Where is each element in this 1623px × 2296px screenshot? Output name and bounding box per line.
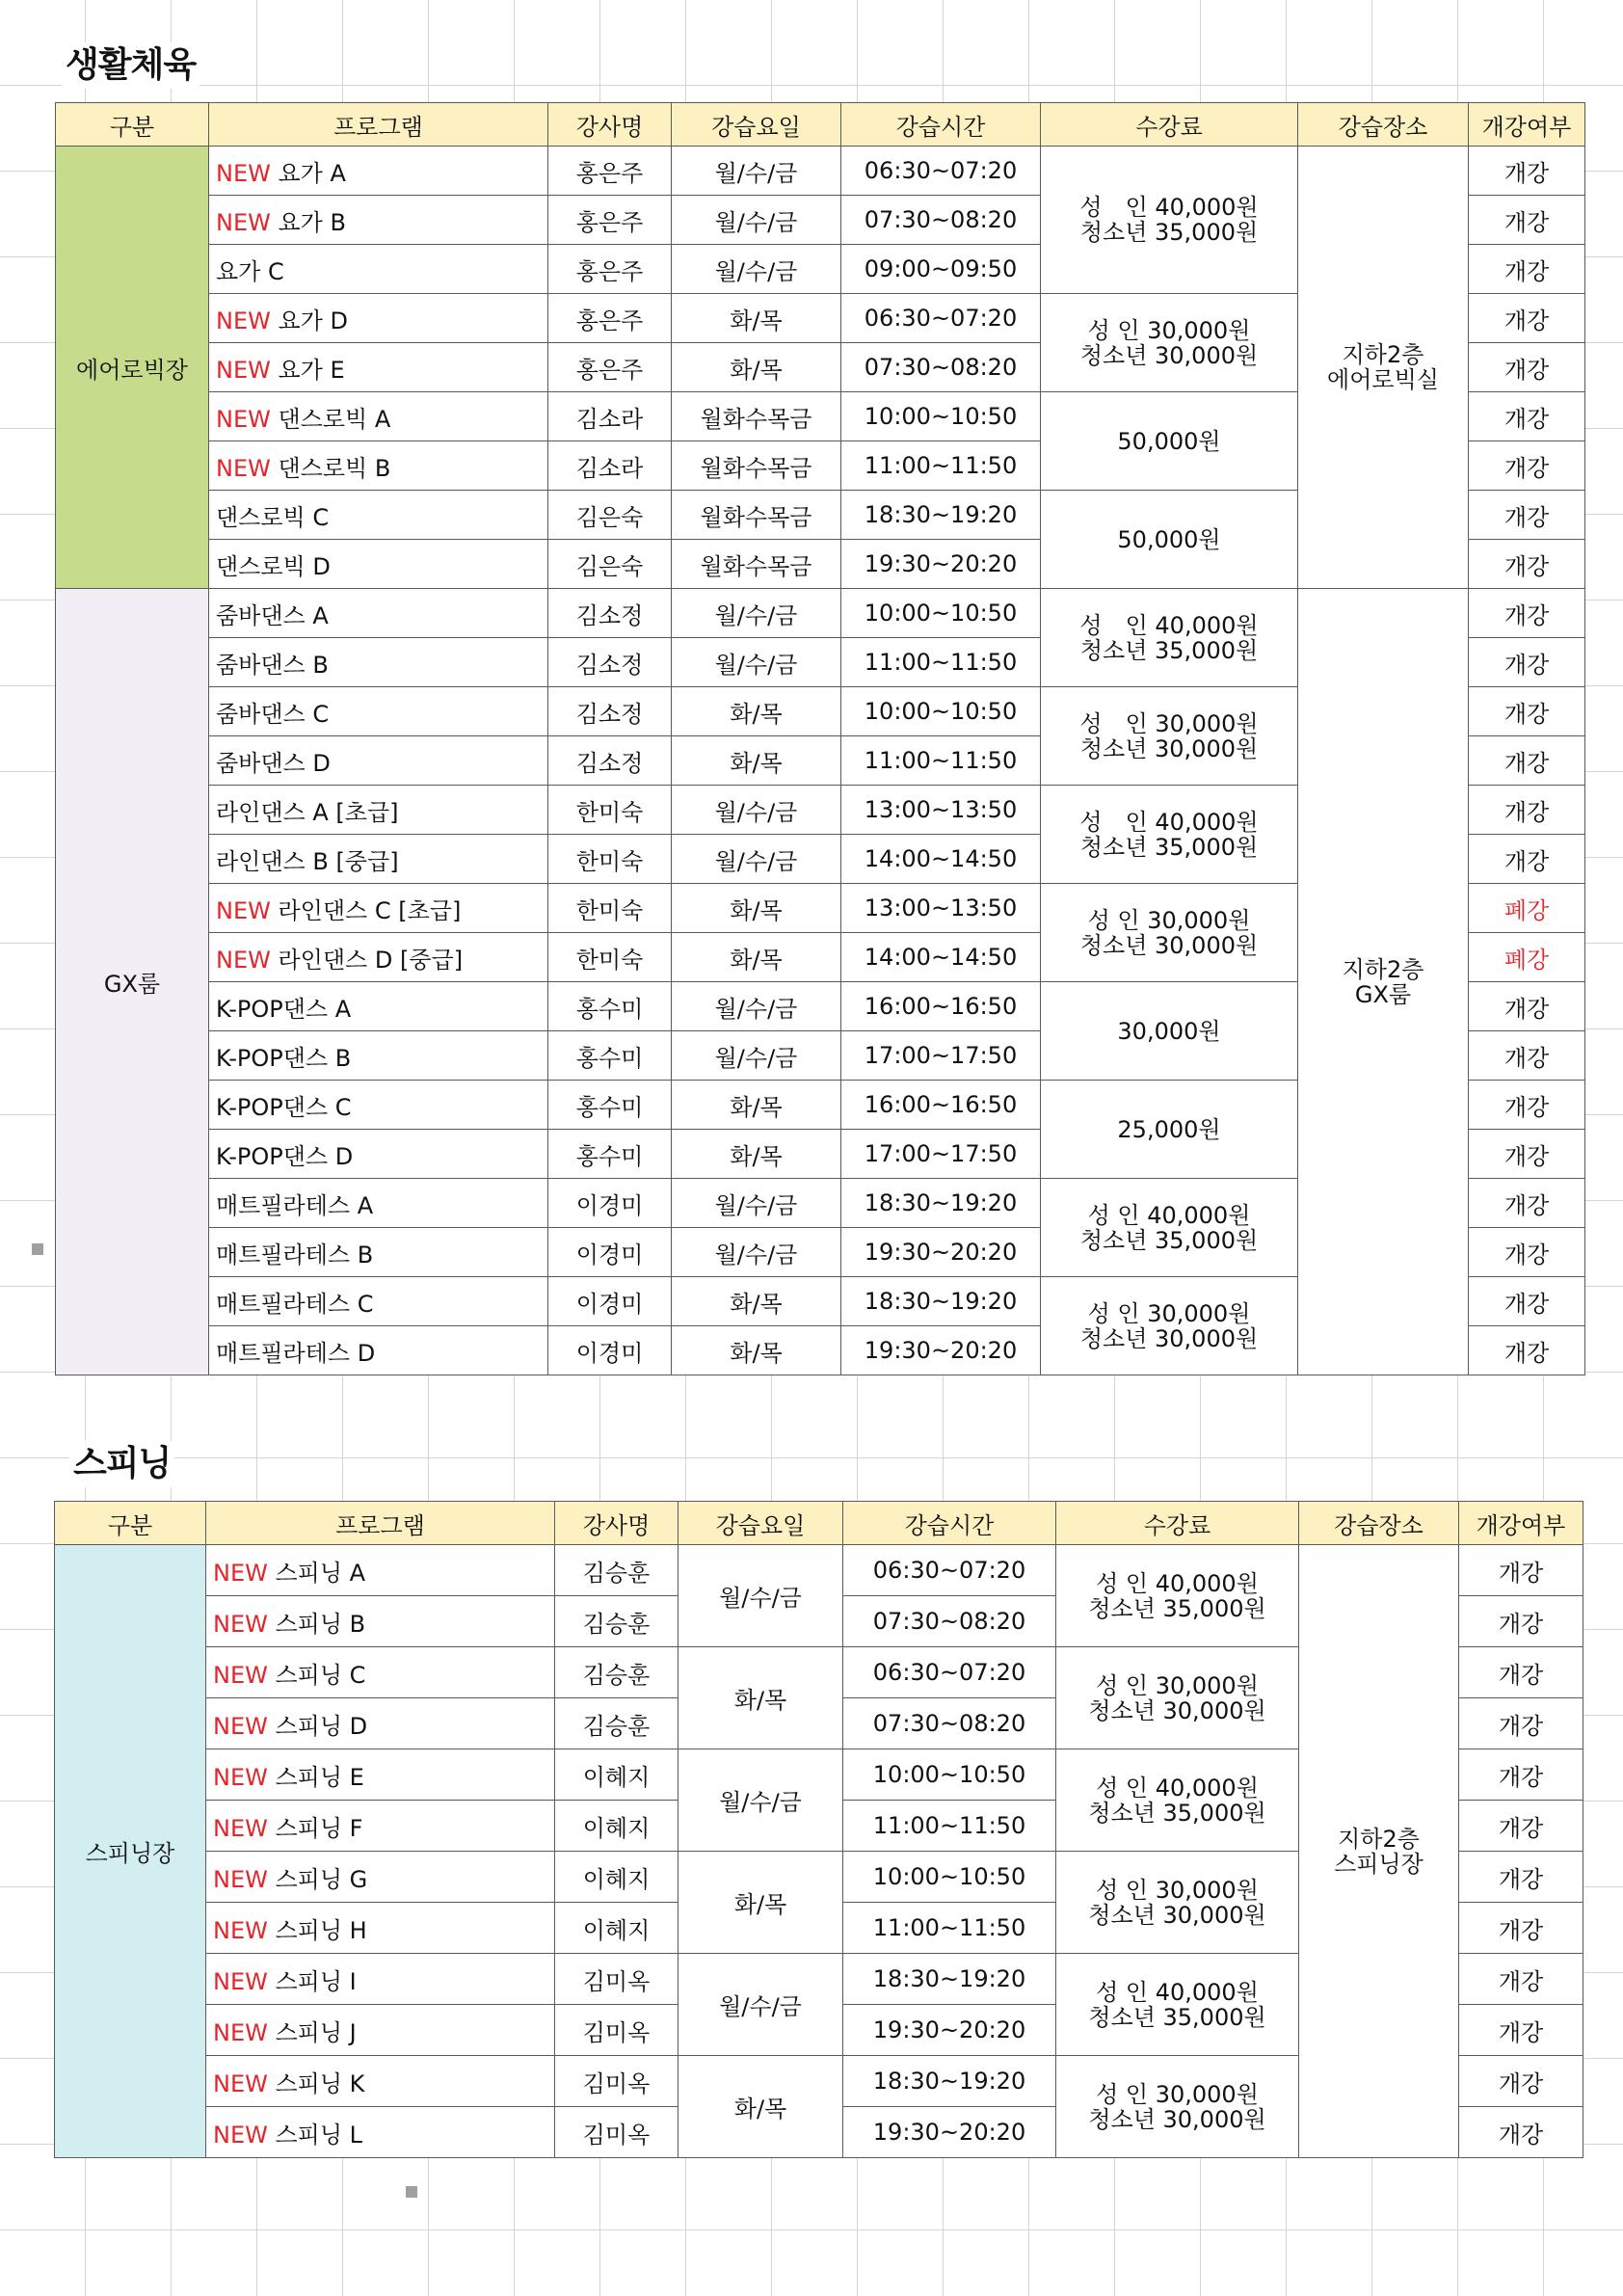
program-name [206,1647,555,1698]
program-label: 스피닝 G [275,1865,368,1893]
teacher-cell: 이혜지 [555,1749,678,1801]
new-badge: NEW [213,2069,268,2097]
teacher-cell: 김은숙 [548,491,672,540]
time-cell: 18:30~19:20 [843,1954,1056,2005]
time-cell: 16:00~16:50 [841,1081,1041,1130]
status-cell: 개강 [1469,835,1585,884]
program-name [209,1228,548,1277]
teacher-cell: 이혜지 [555,1801,678,1852]
program-name [209,1081,548,1130]
header-program: 프로그램 [209,103,548,147]
program-label: 스피닝 J [275,2018,357,2046]
program-label: 라인댄스 C [초급] [278,896,462,924]
status-cell: 개강 [1459,1545,1583,1596]
days-cell: 월/수/금 [672,835,841,884]
program-label: 댄스로빅 A [278,405,391,433]
time-cell: 19:30~20:20 [843,2107,1056,2158]
new-badge: NEW [216,454,271,482]
teacher-cell: 한미숙 [548,933,672,982]
days-cell: 화/목 [672,294,841,343]
teacher-cell: 김승훈 [555,1698,678,1749]
days-cell: 월화수목금 [672,491,841,540]
program-name [206,1801,555,1852]
program-name [209,1179,548,1228]
program-name [206,1852,555,1903]
status-cell: 개강 [1469,196,1585,245]
status-cell: 개강 [1459,1749,1583,1801]
program-label: 줌바댄스 A [216,601,329,629]
status-cell: 개강 [1469,245,1585,294]
teacher-cell: 김미옥 [555,2005,678,2056]
teacher-cell: 한미숙 [548,835,672,884]
time-cell: 19:30~20:20 [843,2005,1056,2056]
program-label: 요가 B [278,208,346,236]
program-name [209,638,548,687]
teacher-cell: 홍수미 [548,1031,672,1081]
days-cell: 월/수/금 [672,1031,841,1081]
program-label: K-POP댄스 B [216,1044,352,1072]
days-cell: 월/수/금 [678,1954,843,2056]
program-label: 요가 E [278,356,345,384]
status-cell: 개강 [1459,2107,1583,2158]
program-label: 줌바댄스 C [216,700,330,728]
status-cell: 개강 [1469,540,1585,589]
program-name [206,1698,555,1749]
fee-cell: 성 인 30,000원 청소년 30,000원 [1056,1647,1299,1749]
days-cell: 화/목 [672,1081,841,1130]
status-cell: 개강 [1459,1647,1583,1698]
status-cell: 개강 [1469,638,1585,687]
program-label: 스피닝 K [275,2069,365,2097]
program-label: 스피닝 C [275,1661,366,1689]
section-title-life-sports: 생활체육 [62,42,200,89]
time-cell: 10:00~10:50 [841,589,1041,638]
teacher-cell: 홍수미 [548,982,672,1031]
teacher-cell: 김은숙 [548,540,672,589]
category-cell: 스피닝장 [55,1545,206,2158]
time-cell: 09:00~09:50 [841,245,1041,294]
program-name [209,1326,548,1375]
status-cell: 개강 [1459,2005,1583,2056]
days-cell: 화/목 [672,1130,841,1179]
program-name [209,1031,548,1081]
program-name [206,2107,555,2158]
program-name [209,441,548,491]
page-marker [406,2186,417,2198]
header-fee: 수강료 [1041,103,1298,147]
time-cell: 17:00~17:50 [841,1130,1041,1179]
category-cell: 에어로빅장 [56,147,209,589]
fee-cell: 성 인 40,000원 청소년 35,000원 [1041,589,1298,687]
time-cell: 07:30~08:20 [843,1698,1056,1749]
life-sports-schedule-table [55,102,1585,1375]
fee-cell: 성 인 40,000원 청소년 35,000원 [1041,786,1298,884]
program-label: 스피닝 L [275,2121,363,2149]
days-cell: 월화수목금 [672,540,841,589]
header-days: 강습요일 [672,103,841,147]
teacher-cell: 김소정 [548,638,672,687]
days-cell: 월/수/금 [672,982,841,1031]
status-cell: 개강 [1469,294,1585,343]
program-label: 라인댄스 D [중급] [278,946,464,974]
place-cell: 지하2층 에어로빅실 [1298,147,1469,589]
teacher-cell: 김소라 [548,441,672,491]
days-cell: 월/수/금 [678,1749,843,1852]
status-cell: 개강 [1469,441,1585,491]
fee-cell: 50,000원 [1041,392,1298,491]
program-label: 줌바댄스 B [216,651,329,679]
program-name [209,736,548,786]
status-cell: 폐강 [1469,884,1585,933]
days-cell: 화/목 [672,884,841,933]
teacher-cell: 홍은주 [548,147,672,196]
new-badge: NEW [213,1559,268,1587]
program-name [209,245,548,294]
new-badge: NEW [216,159,271,187]
program-label: 요가 C [216,257,284,285]
days-cell: 화/목 [678,1647,843,1749]
days-cell: 월/수/금 [672,589,841,638]
time-cell: 10:00~10:50 [843,1749,1056,1801]
fee-cell: 30,000원 [1041,982,1298,1081]
new-badge: NEW [216,208,271,236]
time-cell: 18:30~19:20 [841,1277,1041,1326]
days-cell: 화/목 [672,687,841,736]
new-badge: NEW [216,307,271,334]
program-name [209,835,548,884]
time-cell: 11:00~11:50 [843,1801,1056,1852]
program-label: 요가 A [278,159,346,187]
time-cell: 18:30~19:20 [841,1179,1041,1228]
teacher-cell: 이경미 [548,1277,672,1326]
header-time: 강습시간 [841,103,1041,147]
status-cell: 개강 [1469,1326,1585,1375]
status-cell: 개강 [1469,1130,1585,1179]
program-label: 스피닝 I [275,1967,357,1995]
program-label: 스피닝 D [275,1712,368,1740]
teacher-cell: 홍은주 [548,294,672,343]
status-cell: 개강 [1469,491,1585,540]
header-teacher: 강사명 [555,1502,678,1545]
fee-cell: 25,000원 [1041,1081,1298,1179]
header-status: 개강여부 [1469,103,1585,147]
program-label: K-POP댄스 D [216,1142,354,1170]
teacher-cell: 김소정 [548,687,672,736]
program-label: K-POP댄스 A [216,995,352,1023]
program-label: 요가 D [278,307,348,334]
days-cell: 월/수/금 [672,1179,841,1228]
program-name [206,1545,555,1596]
days-cell: 화/목 [678,1852,843,1954]
status-cell: 개강 [1469,1031,1585,1081]
fee-cell: 성 인 30,000원 청소년 30,000원 [1056,1852,1299,1954]
table-header-row [55,1502,1583,1545]
status-cell: 개강 [1469,982,1585,1031]
program-label: 스피닝 E [275,1763,364,1791]
time-cell: 07:30~08:20 [843,1596,1056,1647]
program-name [209,589,548,638]
days-cell: 월화수목금 [672,392,841,441]
table-header-row [56,103,1585,147]
header-category: 구분 [55,1502,206,1545]
header-teacher: 강사명 [548,103,672,147]
new-badge: NEW [213,1661,268,1689]
program-label: 댄스로빅 D [216,552,331,580]
new-badge: NEW [216,896,271,924]
fee-cell: 성 인 30,000원 청소년 30,000원 [1041,1277,1298,1375]
program-label: 줌바댄스 D [216,749,331,777]
time-cell: 11:00~11:50 [841,736,1041,786]
fee-cell: 성 인 30,000원 청소년 30,000원 [1056,2056,1299,2158]
teacher-cell: 김소라 [548,392,672,441]
time-cell: 19:30~20:20 [841,1228,1041,1277]
days-cell: 월/수/금 [672,638,841,687]
teacher-cell: 김미옥 [555,2056,678,2107]
time-cell: 18:30~19:20 [843,2056,1056,2107]
status-cell: 개강 [1469,147,1585,196]
table-row [56,589,1585,638]
program-label: 스피닝 F [275,1814,363,1842]
teacher-cell: 김소정 [548,736,672,786]
status-cell: 개강 [1459,1852,1583,1903]
program-label: 매트필라테스 C [216,1290,374,1318]
time-cell: 17:00~17:50 [841,1031,1041,1081]
time-cell: 07:30~08:20 [841,343,1041,392]
program-name [209,540,548,589]
days-cell: 월/수/금 [678,1545,843,1647]
status-cell: 폐강 [1469,933,1585,982]
header-status: 개강여부 [1459,1502,1583,1545]
category-cell: GX룸 [56,589,209,1375]
time-cell: 11:00~11:50 [843,1903,1056,1954]
new-badge: NEW [213,1610,268,1638]
new-badge: NEW [216,405,271,433]
status-cell: 개강 [1459,1596,1583,1647]
status-cell: 개강 [1469,1179,1585,1228]
days-cell: 월/수/금 [672,245,841,294]
table-row [55,1545,1583,1596]
days-cell: 화/목 [672,933,841,982]
days-cell: 월/수/금 [672,147,841,196]
status-cell: 개강 [1459,1903,1583,1954]
time-cell: 13:00~13:50 [841,884,1041,933]
program-name [209,884,548,933]
program-name [209,687,548,736]
status-cell: 개강 [1459,2056,1583,2107]
status-cell: 개강 [1469,736,1585,786]
time-cell: 13:00~13:50 [841,786,1041,835]
time-cell: 14:00~14:50 [841,835,1041,884]
days-cell: 화/목 [672,1277,841,1326]
time-cell: 14:00~14:50 [841,933,1041,982]
time-cell: 07:30~08:20 [841,196,1041,245]
teacher-cell: 김미옥 [555,1954,678,2005]
header-days: 강습요일 [678,1502,843,1545]
days-cell: 화/목 [672,343,841,392]
teacher-cell: 김승훈 [555,1647,678,1698]
status-cell: 개강 [1469,343,1585,392]
program-label: K-POP댄스 C [216,1093,352,1121]
program-name [206,1596,555,1647]
days-cell: 월화수목금 [672,441,841,491]
status-cell: 개강 [1469,1228,1585,1277]
teacher-cell: 홍은주 [548,245,672,294]
teacher-cell: 이혜지 [555,1903,678,1954]
program-label: 댄스로빅 B [278,454,391,482]
teacher-cell: 홍은주 [548,343,672,392]
new-badge: NEW [213,1967,268,1995]
spinning-schedule-table [54,1501,1583,2158]
program-name [209,1130,548,1179]
program-label: 매트필라테스 B [216,1241,374,1268]
program-label: 라인댄스 A [초급] [216,798,399,826]
time-cell: 19:30~20:20 [841,1326,1041,1375]
program-label: 매트필라테스 A [216,1191,374,1219]
time-cell: 06:30~07:20 [841,147,1041,196]
new-badge: NEW [216,356,271,384]
fee-cell: 성 인 40,000원 청소년 35,000원 [1041,147,1298,294]
table-row [56,147,1585,196]
program-name [209,491,548,540]
program-label: 스피닝 B [275,1610,366,1638]
program-name [209,196,548,245]
new-badge: NEW [213,1916,268,1944]
place-cell: 지하2층 스피닝장 [1299,1545,1459,2158]
program-name [209,147,548,196]
header-place: 강습장소 [1298,103,1469,147]
header-place: 강습장소 [1299,1502,1459,1545]
program-name [209,1277,548,1326]
teacher-cell: 이경미 [548,1228,672,1277]
new-badge: NEW [213,1865,268,1893]
status-cell: 개강 [1469,687,1585,736]
fee-cell: 50,000원 [1041,491,1298,589]
fee-cell: 성 인 30,000원 청소년 30,000원 [1041,294,1298,392]
new-badge: NEW [213,2121,268,2149]
new-badge: NEW [216,946,271,974]
days-cell: 월/수/금 [672,196,841,245]
program-name [209,343,548,392]
program-name [209,982,548,1031]
new-badge: NEW [213,1814,268,1842]
header-category: 구분 [56,103,209,147]
program-name [206,1903,555,1954]
days-cell: 화/목 [678,2056,843,2158]
program-label: 라인댄스 B [중급] [216,847,399,875]
teacher-cell: 김승훈 [555,1596,678,1647]
teacher-cell: 한미숙 [548,884,672,933]
fee-cell: 성 인 30,000원 청소년 30,000원 [1041,687,1298,786]
days-cell: 월/수/금 [672,786,841,835]
new-badge: NEW [213,1712,268,1740]
header-program: 프로그램 [206,1502,555,1545]
place-cell: 지하2층 GX룸 [1298,589,1469,1375]
teacher-cell: 김미옥 [555,2107,678,2158]
days-cell: 월/수/금 [672,1228,841,1277]
new-badge: NEW [213,2018,268,2046]
program-name [206,1749,555,1801]
days-cell: 화/목 [672,1326,841,1375]
teacher-cell: 한미숙 [548,786,672,835]
fee-cell: 성 인 30,000원 청소년 30,000원 [1041,884,1298,982]
section-title-spinning: 스피닝 [69,1441,174,1487]
fee-cell: 성 인 40,000원 청소년 35,000원 [1056,1545,1299,1647]
header-time: 강습시간 [843,1502,1056,1545]
fee-cell: 성 인 40,000원 청소년 35,000원 [1041,1179,1298,1277]
time-cell: 16:00~16:50 [841,982,1041,1031]
status-cell: 개강 [1469,1081,1585,1130]
status-cell: 개강 [1459,1698,1583,1749]
teacher-cell: 김승훈 [555,1545,678,1596]
fee-cell: 성 인 40,000원 청소년 35,000원 [1056,1749,1299,1852]
program-name [206,2005,555,2056]
teacher-cell: 홍수미 [548,1130,672,1179]
status-cell: 개강 [1469,589,1585,638]
program-name [206,1954,555,2005]
fee-cell: 성 인 40,000원 청소년 35,000원 [1056,1954,1299,2056]
time-cell: 11:00~11:50 [841,441,1041,491]
teacher-cell: 홍수미 [548,1081,672,1130]
program-label: 스피닝 H [275,1916,367,1944]
time-cell: 06:30~07:20 [843,1647,1056,1698]
days-cell: 화/목 [672,736,841,786]
time-cell: 10:00~10:50 [841,392,1041,441]
status-cell: 개강 [1459,1954,1583,2005]
teacher-cell: 이경미 [548,1179,672,1228]
status-cell: 개강 [1469,1277,1585,1326]
program-name [209,294,548,343]
program-name [209,786,548,835]
teacher-cell: 김소정 [548,589,672,638]
status-cell: 개강 [1469,392,1585,441]
time-cell: 06:30~07:20 [843,1545,1056,1596]
status-cell: 개강 [1459,1801,1583,1852]
time-cell: 10:00~10:50 [841,687,1041,736]
program-name [209,392,548,441]
program-label: 매트필라테스 D [216,1339,376,1367]
new-badge: NEW [213,1763,268,1791]
time-cell: 19:30~20:20 [841,540,1041,589]
header-fee: 수강료 [1056,1502,1299,1545]
time-cell: 18:30~19:20 [841,491,1041,540]
page-marker [32,1243,43,1255]
time-cell: 06:30~07:20 [841,294,1041,343]
teacher-cell: 이혜지 [555,1852,678,1903]
program-name [206,2056,555,2107]
teacher-cell: 홍은주 [548,196,672,245]
program-label: 댄스로빅 C [216,503,330,531]
program-name [209,933,548,982]
time-cell: 10:00~10:50 [843,1852,1056,1903]
time-cell: 11:00~11:50 [841,638,1041,687]
status-cell: 개강 [1469,786,1585,835]
program-label: 스피닝 A [275,1559,366,1587]
teacher-cell: 이경미 [548,1326,672,1375]
